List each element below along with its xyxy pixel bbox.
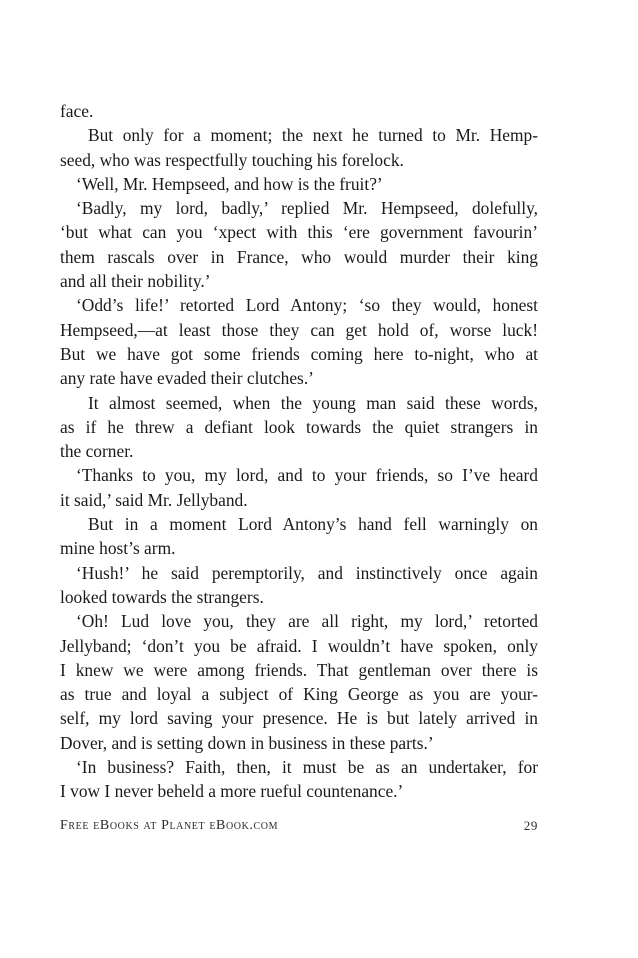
text-line: I vow I never beheld a more rueful countenance.’ xyxy=(60,781,404,802)
text-line: any rate have evaded their clutches.’ xyxy=(60,368,314,389)
text-line: It almost seemed, when the young man said these words, xyxy=(88,392,538,413)
text-line: Dover, and is setting down in business in these parts.’ xyxy=(60,732,434,753)
footer-title: Free eBooks at Planet eBook.com xyxy=(60,818,279,833)
text-line: But we have got some friends coming here to-night, who at xyxy=(60,343,538,364)
body-text xyxy=(60,99,538,804)
text-line: them rascals over in France, who would murder their king xyxy=(60,246,538,267)
text-line: mine host’s arm. xyxy=(60,538,176,559)
text-line: ‘Thanks to you, my lord, and to your friends, so I’ve heard xyxy=(76,465,538,486)
text-line: as if he threw a defiant look towards the quiet strangers in xyxy=(60,416,538,437)
text-line: ‘In business? Faith, then, it must be as an undertaker, for xyxy=(76,757,538,778)
text-line: But in a moment Lord Antony’s hand fell warningly on xyxy=(88,514,538,535)
text-line: ‘Badly, my lord, badly,’ replied Mr. Hempseed, dolefully, xyxy=(76,198,538,219)
text-line: self, my lord saving your presence. He is but lately arrived in xyxy=(60,708,538,729)
text-line: ‘Odd’s life!’ retorted Lord Antony; ‘so they would, honest xyxy=(76,295,538,316)
text-line: face. xyxy=(60,101,94,121)
text-line: the corner. xyxy=(60,441,134,462)
text-line: looked towards the strangers. xyxy=(60,586,264,607)
text-line: But only for a moment; the next he turned to Mr. Hemp- xyxy=(88,125,538,146)
text-line: ‘Hush!’ he said peremptorily, and instinctively once again xyxy=(76,562,538,583)
text-line: seed, who was respectfully touching his forelock. xyxy=(60,149,404,170)
text-line: I knew we were among friends. That gentleman over there is xyxy=(60,659,538,680)
text-line: and all their nobility.’ xyxy=(60,271,211,292)
text-line: Hempseed,—at least those they can get hold of, worse luck! xyxy=(60,319,538,340)
text-line: ‘Well, Mr. Hempseed, and how is the fruit?’ xyxy=(76,173,383,194)
text-line: it said,’ said Mr. Jellyband. xyxy=(60,489,248,510)
page-footer xyxy=(60,816,538,836)
page-number: 29 xyxy=(523,818,538,833)
text-line: as true and loyal a subject of King George as you are your- xyxy=(60,684,538,705)
text-line: Jellyband; ‘don’t you be afraid. I wouldn’t have spoken, only xyxy=(60,635,538,656)
text-line: ‘Oh! Lud love you, they are all right, my lord,’ retorted xyxy=(76,611,538,632)
text-line: ‘but what can you ‘xpect with this ‘ere government favourin’ xyxy=(60,222,538,243)
